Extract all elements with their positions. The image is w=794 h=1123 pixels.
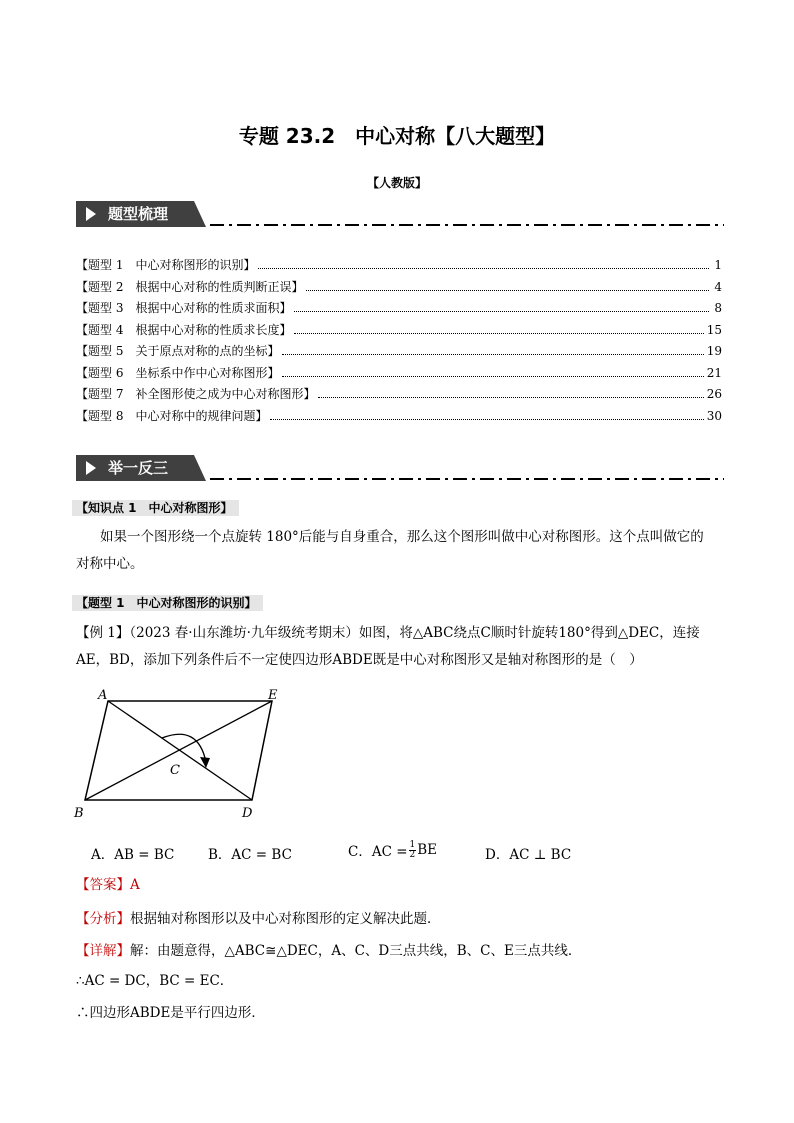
analysis-label: 【分析】 xyxy=(76,911,130,927)
toc-item[interactable] xyxy=(76,299,722,321)
section-banner-topic-overview xyxy=(76,199,724,229)
option-a[interactable]: A．AB = BC xyxy=(91,847,175,863)
question-type-tag: 【题型 1 中心对称图形的识别】 xyxy=(72,595,263,611)
knowledge-point-tag: 【知识点 1 中心对称图形】 xyxy=(72,500,239,516)
knowledge-line: 对称中心。 xyxy=(76,556,144,572)
option-b[interactable]: B．AC = BC xyxy=(208,847,292,863)
detail-line xyxy=(76,938,726,965)
toc-item-label: 【题型 8 中心对称中的规律问题】 xyxy=(76,408,268,423)
banner-label: 举一反三 xyxy=(108,459,169,477)
table-of-contents xyxy=(76,256,722,428)
knowledge-line: 如果一个图形绕一个点旋转 180°后能与自身重合，那么这个图形叫做中心对称图形。这个点叫做它的 xyxy=(100,529,704,545)
toc-item-label: 【题型 4 根据中心对称的性质求长度】 xyxy=(76,322,292,337)
segment-be xyxy=(85,701,272,800)
section-banner-examples xyxy=(76,453,724,483)
detail-label: 【详解】 xyxy=(76,943,130,959)
answer-line xyxy=(76,872,140,899)
point-label-b: B xyxy=(74,806,84,821)
fraction-denominator: 2 xyxy=(409,849,416,860)
point-label-d: D xyxy=(242,806,253,821)
toc-item-page: 1 xyxy=(714,258,722,272)
example-question xyxy=(76,620,726,674)
toc-item-label: 【题型 2 根据中心对称的性质判断正误】 xyxy=(76,279,304,294)
toc-item[interactable] xyxy=(76,278,722,300)
answer-label: 【答案】 xyxy=(76,877,130,893)
toc-item-label: 【题型 5 关于原点对称的点的坐标】 xyxy=(76,344,280,358)
option-c-prefix: C．AC = xyxy=(348,844,408,860)
analysis-text: 根据轴对称图形以及中心对称图形的定义解决此题． xyxy=(130,911,441,927)
toc-item-page: 30 xyxy=(706,408,722,423)
analysis-line xyxy=(76,906,726,933)
rotation-arrow-icon xyxy=(200,757,210,768)
toc-item-label: 【题型 6 坐标系中作中心对称图形】 xyxy=(76,365,280,380)
example-line: AE，BD，添加下列条件后不一定使四边形ABDE既是中心对称图形又是轴对称图形的是（ ） xyxy=(76,652,643,668)
page-title: 专题 23.2 中心对称【八大题型】 xyxy=(238,124,556,148)
banner-graphic xyxy=(76,199,724,229)
toc-item[interactable] xyxy=(76,385,722,407)
geometry-figure xyxy=(70,688,290,823)
toc-item-page: 15 xyxy=(706,322,722,337)
point-label-a: A xyxy=(98,688,108,703)
detail-line-3: ∴四边形ABDE是平行四边形． xyxy=(76,1005,265,1021)
toc-item-label: 【题型 1 中心对称图形的识别】 xyxy=(76,258,256,272)
banner-label: 题型梳理 xyxy=(108,205,169,223)
knowledge-paragraph xyxy=(76,524,726,578)
toc-item-page: 26 xyxy=(706,387,722,401)
toc-item[interactable] xyxy=(76,364,722,386)
page-subtitle: 【人教版】 xyxy=(366,176,427,190)
detail-text: 解：由题意得，△ABC≅△DEC，A、C、D三点共线，B、C、E三点共线． xyxy=(130,943,582,959)
toc-item-label: 【题型 7 补全图形使之成为中心对称图形】 xyxy=(76,387,316,401)
toc-item-page: 8 xyxy=(714,301,722,315)
banner-graphic xyxy=(76,453,724,483)
toc-item-page: 4 xyxy=(714,279,722,294)
detail-line-2: ∴AC = DC，BC = EC． xyxy=(76,973,234,989)
example-line: 【例 1】（2023 春·山东潍坊·九年级统考期末）如图，将△ABC绕点C顺时针旋转180°得到△DEC，连接 xyxy=(76,625,700,641)
fraction-one-half xyxy=(409,841,417,860)
point-label-c: C xyxy=(170,763,180,778)
fraction-numerator: 1 xyxy=(409,839,416,850)
option-c[interactable] xyxy=(348,840,437,860)
toc-item[interactable] xyxy=(76,256,722,278)
toc-item-page: 21 xyxy=(706,365,722,380)
toc-item[interactable] xyxy=(76,407,722,429)
option-d[interactable]: D．AC ⊥ BC xyxy=(485,847,572,863)
answer-value: A xyxy=(130,877,140,893)
toc-item[interactable] xyxy=(76,342,722,364)
option-c-suffix: BE xyxy=(417,842,438,858)
toc-item-label: 【题型 3 根据中心对称的性质求面积】 xyxy=(76,301,292,315)
point-label-e: E xyxy=(268,688,278,703)
toc-item-page: 19 xyxy=(706,344,722,358)
toc-item[interactable] xyxy=(76,321,722,343)
segment-ad xyxy=(108,701,252,800)
